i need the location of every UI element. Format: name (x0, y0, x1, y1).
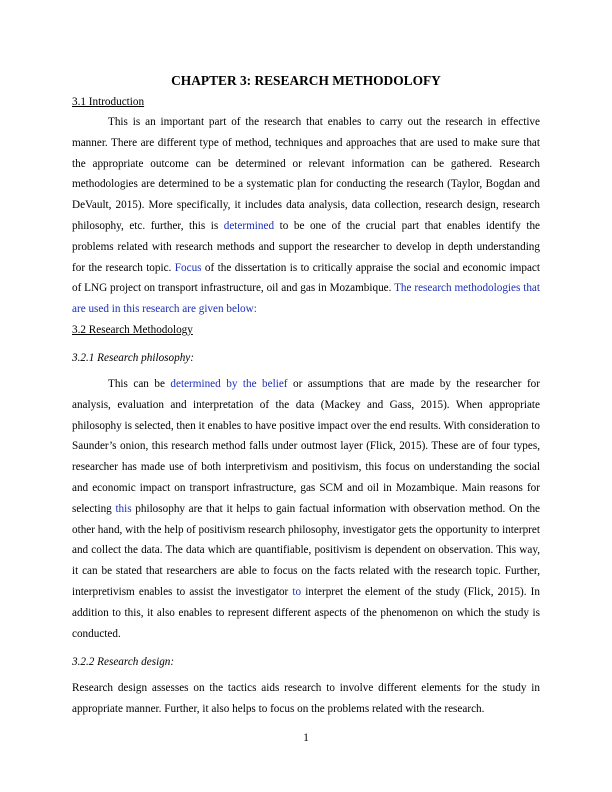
intro-text-a: This is an important part of the research that enables to carry out the research in effective manner. There are different type of method, techniques and approaches that are used to make sure that the appropriate outcome can be determined or relevant information can be gathered. Research methodologies are determined to be a systematic plan for conducting the research (Taylor, Bogdan and DeVault, 2015). More specifically, it includes data analysis, data collection, research design, research philosophy, etc. further, this is (72, 116, 540, 232)
section-heading-research-methodology: 3.2 Research Methodology (72, 323, 193, 336)
page-content (72, 72, 540, 720)
intro-highlight-methodologies: The research methodologies that are used in this research are given below: (72, 282, 540, 316)
philosophy-text-c: philosophy are that it helps to gain factual information with observation method. On the other hand, with the help of positivism research philosophy, investigator gets the opportunity to interpret and collect the data. The data which are quantifiable, positivism is dependent on observation. This way, it can be stated that researchers are able to focus on the facts related with the research topic. Further, interpretivism enables to assist the investigator (72, 502, 540, 598)
chapter-title: CHAPTER 3: RESEARCH METHODOLOFY (171, 73, 441, 88)
philosophy-highlight-belief: determined by the belief (170, 377, 288, 390)
section-heading-introduction: 3.1 Introduction (72, 96, 145, 108)
philosophy-highlight-this: this (115, 502, 132, 515)
introduction-paragraph (72, 112, 540, 320)
page-number: 1 (303, 732, 309, 744)
subsection-heading-research-design: 3.2.2 Research design: (72, 656, 175, 669)
intro-text-c: of the dissertation is to critically appraise the social and economic impact of LNG project on transport infrastructure, oil and gas in Mozambique. (72, 261, 541, 295)
research-philosophy-paragraph (72, 374, 540, 644)
subsection-heading-research-philosophy: 3.2.1 Research philosophy: (72, 351, 195, 364)
intro-highlight-determined: determined (223, 219, 275, 232)
philosophy-text-b: or assumptions that are made by the researcher for analysis, evaluation and interpretation of the data (Mackey and Gass, 2015). When appropriate philosophy is selected, then it enables to have positive impact over the end results. With consideration to Saunder’s onion, this research method falls under outmost layer (Flick, 2015). These are of four types, researcher has made use of both interpretivism and positivism, this focus on understanding the social and economic impact on transport infrastructure, gas SCM and oil in Mozambique. Main reasons for selecting (72, 377, 540, 515)
philosophy-text-a: This can be (108, 377, 171, 390)
philosophy-text-d: interpret the element of the study (Flick, 2015). In addition to this, it also enables to represent different aspects of the phenomenon on which the study is conducted. (72, 585, 540, 640)
intro-highlight-focus: Focus (174, 261, 202, 274)
research-design-paragraph: Research design assesses on the tactics aids research to involve different elements for the study in appropriate manner. Further, it also helps to focus on the problems related with the research. (72, 682, 540, 716)
philosophy-highlight-to: to (292, 585, 302, 598)
intro-text-b: to be one of the crucial part that enables identify the problems related with research methods and support the researcher to develop in depth understanding for the research topic. (72, 219, 541, 274)
